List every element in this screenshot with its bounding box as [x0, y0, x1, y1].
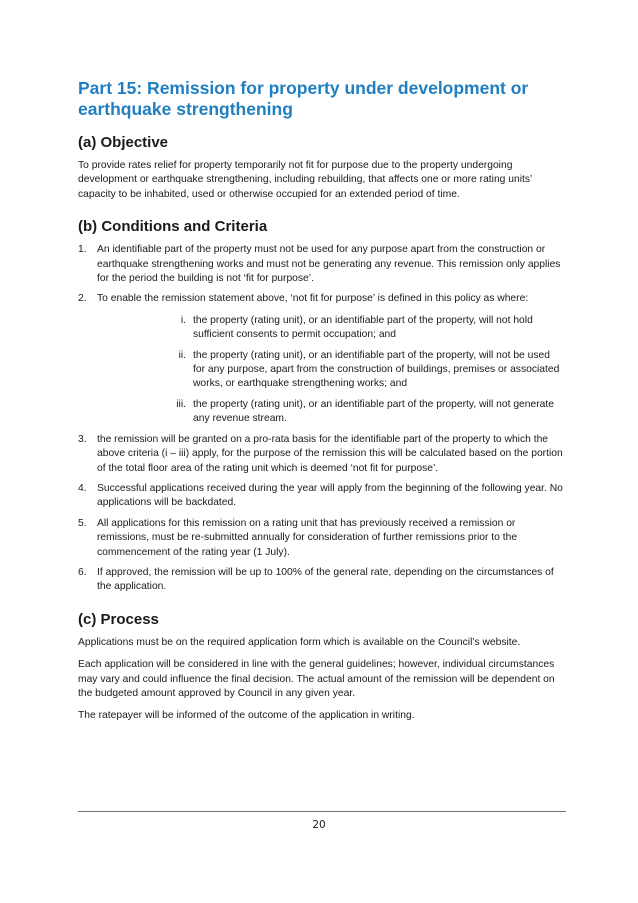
document-page — [78, 78, 564, 740]
process-paragraph: Applications must be on the required application form which is available on the Council’s website. — [78, 636, 521, 648]
conditions-item-2 — [78, 292, 564, 426]
item-number: 5. — [78, 517, 87, 529]
sub-item-text: the property (rating unit), or an identifiable part of the property, will not generate any revenue stream. — [193, 398, 554, 425]
item-text: If approved, the remission will be up to 100% of the general rate, depending on the circumstances of the application. — [97, 566, 554, 593]
process-paragraph: The ratepayer will be informed of the outcome of the application in writing. — [78, 710, 415, 722]
item-number: 3. — [78, 433, 87, 445]
sub-item-i — [174, 314, 564, 343]
item-number: 2. — [78, 293, 87, 305]
conditions-item-5 — [78, 517, 564, 560]
sub-item-number: ii. — [178, 349, 186, 361]
page-title: Part 15: Remission for property under development or earthquake strengthening — [78, 78, 529, 119]
item-text: To enable the remission statement above, ‘not fit for purpose’ is defined in this policy as where: — [97, 293, 529, 305]
definition-sublist — [97, 314, 564, 427]
conditions-item-4 — [78, 482, 564, 511]
conditions-heading: (b) Conditions and Criteria — [78, 218, 268, 236]
footer-divider — [78, 811, 566, 812]
item-text: the remission will be granted on a pro-rata basis for the identifiable part of the property to which the above criteria (i – iii) apply, for the purpose of the remission this will be calculated based on the portion of the total floor area of the rating unit which is deemed ‘not fit for purpose’. — [97, 433, 563, 474]
process-section — [78, 611, 564, 724]
sub-item-number: i. — [180, 314, 186, 326]
objective-section — [78, 134, 564, 202]
conditions-item-6 — [78, 566, 564, 595]
conditions-item-3 — [78, 433, 564, 476]
sub-item-iii — [174, 398, 564, 427]
page-number: 20 — [312, 819, 326, 831]
item-number: 6. — [78, 566, 87, 578]
conditions-section — [78, 218, 564, 595]
item-text: An identifiable part of the property must not be used for any purpose apart from the construction or earthquake strengthening works and must not be generating any revenue. This remission only applies for the period the building is not ‘fit for purpose’. — [97, 244, 561, 285]
sub-item-text: the property (rating unit), or an identifiable part of the property, will not hold sufficient consents to permit occupation; and — [193, 314, 533, 341]
item-number: 1. — [78, 244, 87, 256]
conditions-list — [78, 243, 564, 595]
sub-item-number: iii. — [176, 398, 186, 410]
item-text: All applications for this remission on a rating unit that has previously received a remission or remissions, must be re-submitted annually for consideration of further remissions prior to the commencement of the rating year (1 July). — [97, 517, 518, 558]
sub-item-text: the property (rating unit), or an identifiable part of the property, will not be used for any purpose, apart from the construction of buildings, premises or associated works, or earthquake strengthening works; and — [193, 349, 560, 390]
item-text: Successful applications received during the year will apply from the beginning of the following year. No applications will be backdated. — [97, 482, 563, 509]
conditions-item-1 — [78, 243, 564, 286]
process-heading: (c) Process — [78, 610, 159, 628]
objective-heading: (a) Objective — [78, 134, 169, 151]
process-paragraph: Each application will be considered in line with the general guidelines; however, individual circumstances may vary and could influence the final decision. The actual amount of the remission will be dependent on the budgeted amount approved by Council in any given year. — [78, 659, 555, 699]
objective-text: To provide rates relief for property temporarily not fit for purpose due to the property undergoing development or earthquake strengthening, including rebuilding, that affects one or more rating units’ capacity to be inhabited, used or otherwise occupied for an extended period of time. — [78, 160, 532, 200]
sub-item-ii — [174, 349, 564, 392]
item-number: 4. — [78, 482, 87, 494]
